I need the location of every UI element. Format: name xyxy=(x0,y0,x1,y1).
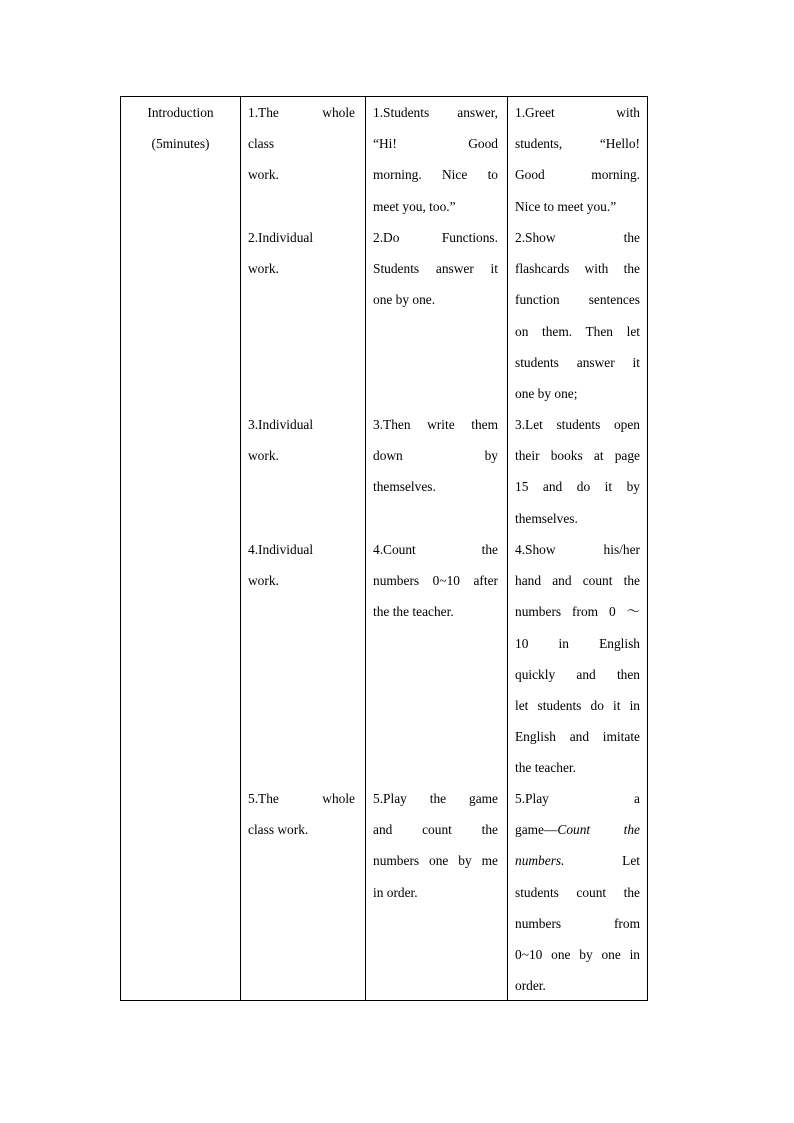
student-activity-line: numbers one by me xyxy=(373,853,498,869)
interaction-mode-line: work. xyxy=(248,448,279,464)
student-activity-step xyxy=(373,409,498,503)
interaction-mode-line: 2.Individual xyxy=(248,230,314,245)
interaction-mode-line: work. xyxy=(248,167,279,183)
teacher-activity-line: students, “Hello! xyxy=(515,136,640,152)
teacher-activity-line: students count the xyxy=(515,884,640,900)
interaction-mode-step xyxy=(248,222,355,284)
teacher-activity-line: order. xyxy=(515,978,546,994)
teacher-activity-step xyxy=(515,783,640,1001)
column-divider xyxy=(240,97,241,1000)
teacher-activity-column xyxy=(515,97,640,1000)
student-activity-line: themselves. xyxy=(373,479,436,495)
teacher-activity-line: 1.Greet with xyxy=(515,105,640,120)
teacher-activity-line: 15 and do it by xyxy=(515,479,640,495)
student-activity-line: morning. Nice to xyxy=(373,167,498,183)
teacher-activity-line: on them. Then let xyxy=(515,323,640,339)
phase-name: Introduction xyxy=(147,105,214,120)
interaction-mode-column xyxy=(248,97,355,1000)
teacher-activity-line: numbers. Let xyxy=(515,853,640,869)
teacher-activity-step xyxy=(515,534,640,784)
teacher-activity-line: flashcards with the xyxy=(515,261,640,277)
student-activity-line: in order. xyxy=(373,884,418,900)
student-activity-line: numbers 0~10 after xyxy=(373,573,498,589)
student-activity-line: and count the xyxy=(373,822,498,838)
teacher-activity-step xyxy=(515,97,640,222)
teacher-activity-line: Good morning. xyxy=(515,167,640,183)
interaction-mode-line: work. xyxy=(248,573,279,589)
student-activity-step xyxy=(373,534,498,628)
student-activity-line: the the teacher. xyxy=(373,604,454,620)
student-activity-column xyxy=(373,97,498,1000)
interaction-mode-step xyxy=(248,409,355,471)
phase-duration: (5minutes) xyxy=(151,136,210,152)
teacher-activity-line: their books at page xyxy=(515,448,640,464)
interaction-mode-step xyxy=(248,97,355,191)
teacher-activity-line: game—Count the xyxy=(515,822,640,838)
student-activity-line: 4.Count the xyxy=(373,542,498,557)
interaction-mode-line: class xyxy=(248,136,275,152)
student-activity-line: 1.Students answer, xyxy=(373,105,498,120)
teacher-activity-line: the teacher. xyxy=(515,760,576,776)
phase-cell xyxy=(121,97,240,159)
student-activity-line: 5.Play the game xyxy=(373,791,498,806)
teacher-activity-line: function sentences xyxy=(515,292,640,308)
teacher-activity-line: Nice to meet you.” xyxy=(515,198,617,214)
lesson-plan-table xyxy=(120,96,648,1001)
teacher-activity-line: 5.Play a xyxy=(515,791,640,806)
student-activity-line: “Hi! Good xyxy=(373,136,498,152)
interaction-mode-line: 1.The whole xyxy=(248,105,355,120)
teacher-activity-line: one by one; xyxy=(515,385,578,401)
column-divider xyxy=(507,97,508,1000)
game-title-emphasis: Count the xyxy=(557,822,640,838)
teacher-activity-step xyxy=(515,222,640,409)
teacher-activity-line: 0~10 one by one in xyxy=(515,946,640,962)
interaction-mode-line: 5.The whole xyxy=(248,791,355,806)
game-title-emphasis: numbers. xyxy=(515,853,565,869)
teacher-activity-line: English and imitate xyxy=(515,729,640,745)
teacher-activity-line: quickly and then xyxy=(515,666,640,682)
student-activity-step xyxy=(373,222,498,316)
interaction-mode-line: 4.Individual xyxy=(248,542,314,557)
interaction-mode-step xyxy=(248,534,355,596)
column-divider xyxy=(365,97,366,1000)
teacher-activity-line: numbers from 0 ～ xyxy=(515,604,640,620)
student-activity-line: 3.Then write them xyxy=(373,417,498,432)
student-activity-line: 2.Do Functions. xyxy=(373,230,498,245)
student-activity-step xyxy=(373,97,498,222)
student-activity-line: one by one. xyxy=(373,292,436,308)
interaction-mode-step xyxy=(248,783,355,845)
student-activity-line: down by xyxy=(373,448,498,464)
interaction-mode-line: work. xyxy=(248,261,279,277)
teacher-activity-line: 10 in English xyxy=(515,635,640,651)
teacher-activity-line: 3.Let students open xyxy=(515,417,640,432)
student-activity-line: Students answer it xyxy=(373,261,498,277)
teacher-activity-line: let students do it in xyxy=(515,697,640,713)
teacher-activity-line: students answer it xyxy=(515,354,640,370)
teacher-activity-line: hand and count the xyxy=(515,573,640,589)
student-activity-line: meet you, too.” xyxy=(373,198,456,214)
interaction-mode-line: 3.Individual xyxy=(248,417,314,432)
student-activity-step xyxy=(373,783,498,908)
teacher-activity-line: numbers from xyxy=(515,915,640,931)
teacher-activity-line: 2.Show the xyxy=(515,230,640,245)
teacher-activity-line: 4.Show his/her xyxy=(515,542,640,557)
teacher-activity-line: themselves. xyxy=(515,510,578,526)
teacher-activity-step xyxy=(515,409,640,534)
interaction-mode-line: class work. xyxy=(248,822,309,838)
